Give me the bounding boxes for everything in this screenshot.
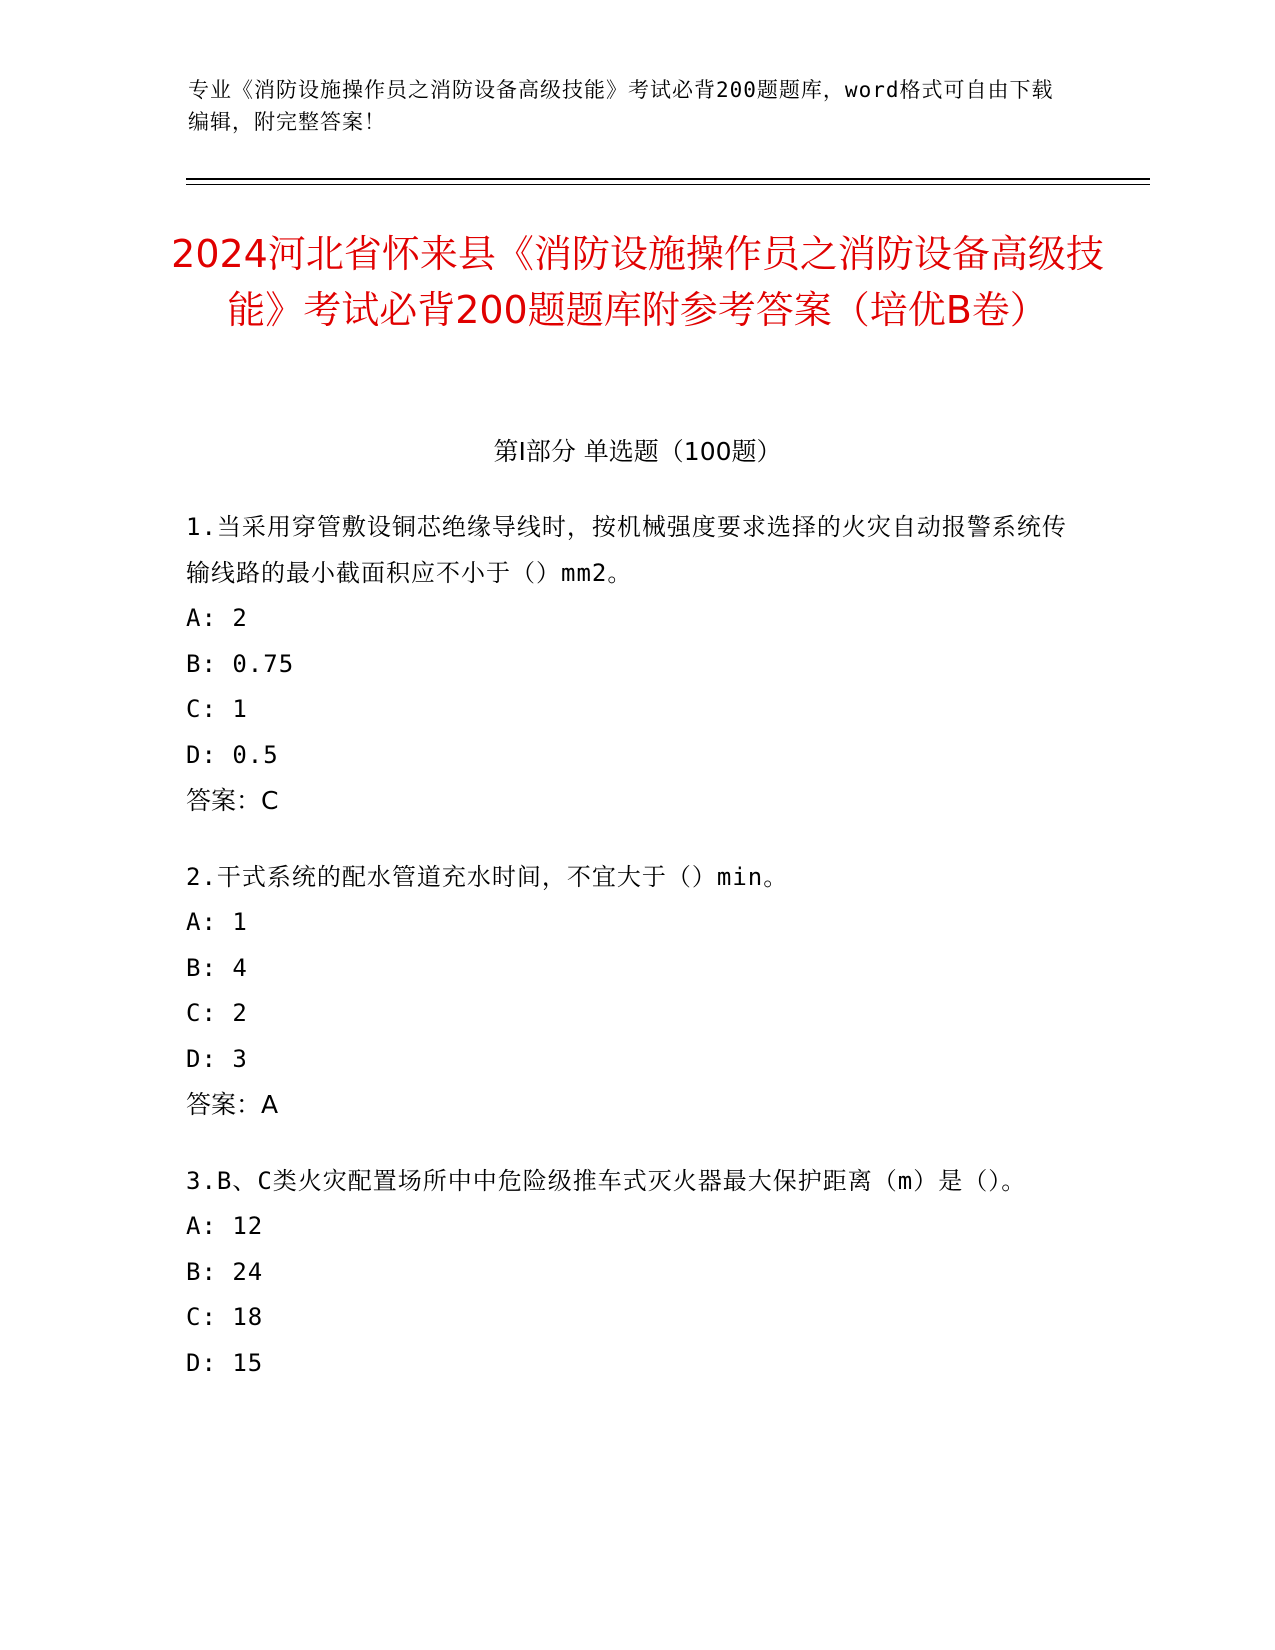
option-c: C: 2 (186, 999, 248, 1027)
option-a: A: 12 (186, 1212, 264, 1240)
question-text: 3.B、C类火灾配置场所中中危险级推车式灭火器最大保护距离（m）是（）。 (186, 1167, 1027, 1195)
option-a: A: 2 (186, 604, 248, 632)
option-b: B: 24 (186, 1257, 264, 1286)
option-c: C: 1 (186, 695, 248, 723)
option-b: B: 0.75 (186, 649, 295, 678)
answer: 答案：C (186, 786, 279, 815)
section-title: 第I部分 单选题（100题） (493, 437, 782, 466)
question-text: 2.干式系统的配水管道充水时间，不宜大于（）min。 (186, 863, 789, 891)
answer: 答案：A (186, 1090, 279, 1119)
question-3 (186, 1158, 1086, 1386)
header-divider-thick (186, 178, 1150, 180)
question-1 (186, 504, 1086, 824)
option-d: D: 0.5 (186, 740, 279, 769)
question-text: 1.当采用穿管敷设铜芯绝缘导线时，按机械强度要求选择的火灾自动报警系统传输线路的最小截面积应不小于（）mm2。 (186, 513, 1067, 587)
option-d: D: 3 (186, 1044, 248, 1073)
header-note: 专业《消防设施操作员之消防设备高级技能》考试必背200题题库，word格式可自由下载编辑，附完整答案！ (188, 78, 1054, 134)
header-divider-thin (186, 184, 1150, 185)
option-b: B: 4 (186, 953, 248, 982)
question-2 (186, 854, 1086, 1128)
option-d: D: 15 (186, 1348, 264, 1377)
document-title: 2024河北省怀来县《消防设施操作员之消防设备高级技能》考试必背200题题库附参考答案（培优B卷） (171, 232, 1104, 332)
option-c: C: 18 (186, 1303, 264, 1331)
option-a: A: 1 (186, 908, 248, 936)
